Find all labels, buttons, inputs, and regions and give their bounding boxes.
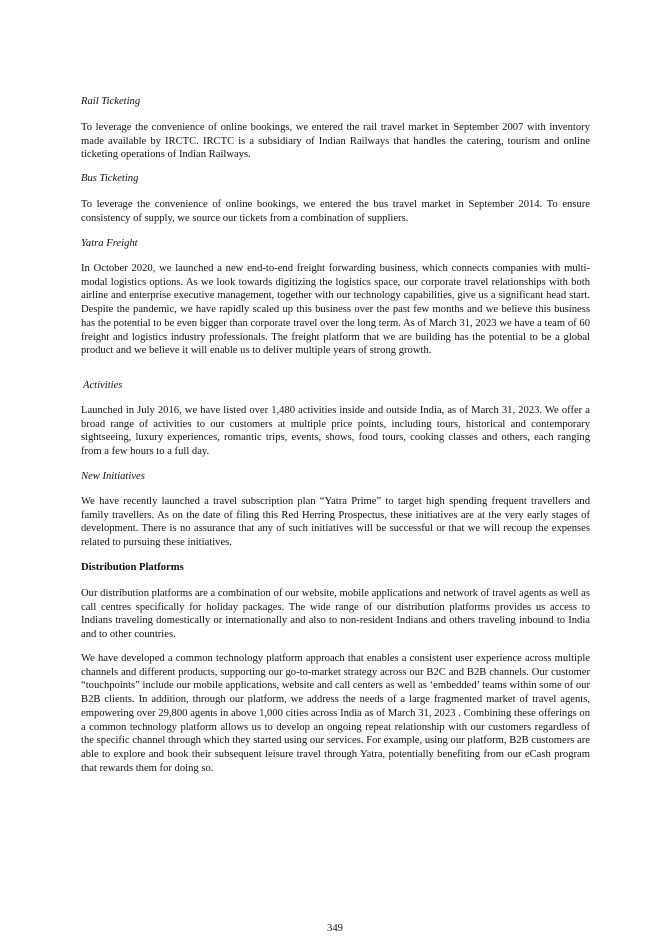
heading-bus-ticketing: Bus Ticketing: [81, 173, 139, 184]
paragraph-rail-ticketing: To leverage the convenience of online bookings, we entered the rail travel market in September 2007 with inventory made available by IRCTC. IRCTC is a subsidiary of Indian Railways that handles the catering, tourism and online ticketing operations of Indian Railways.: [81, 122, 590, 161]
heading-yatra-freight: Yatra Freight: [81, 238, 138, 249]
heading-distribution-platforms: Distribution Platforms: [81, 562, 184, 573]
paragraph-activities: Launched in July 2016, we have listed over 1,480 activities inside and outside India, as of March 31, 2023. We offer a broad range of activities to our customers at multiple price points, including tours, historical and contemporary sightseeing, luxury experiences, romantic trips, events, shows, food tours, cooking classes and others, each ranging from a few hours to a full day.: [81, 405, 590, 458]
paragraph-yatra-freight: In October 2020, we launched a new end-to-end freight forwarding business, which connects companies with multi-modal logistics options. As we look towards digitizing the logistics space, our corporate travel relationships with both airline and enterprise executive management, together with our technology capabilities, give us a significant head start. Despite the pandemic, we have rapidly scaled up this business over the past few months and we believe this business has the potential to be even bigger than corporate travel over the long term. As of March 31, 2023 we have a team of 60 freight and logistics industry professionals. The freight platform that we are building has the potential to be a global product and we believe it will enable us to deliver multiple years of strong growth.: [81, 263, 590, 357]
paragraph-new-initiatives: We have recently launched a travel subscription plan “Yatra Prime” to target high spending frequent travellers and family travellers. As on the date of filing this Red Herring Prospectus, these initiatives are at the very early stages of development. There is no assurance that any of such initiatives will be successful or that we will recoup the expenses related to pursuing these initiatives.: [81, 496, 590, 549]
paragraph-bus-ticketing: To leverage the convenience of online bookings, we entered the bus travel market in September 2014. To ensure consistency of supply, we source our tickets from a combination of suppliers.: [81, 199, 590, 224]
heading-activities: Activities: [83, 380, 123, 391]
paragraph-distribution-2: We have developed a common technology platform approach that enables a consistent user experience across multiple channels and different products, supporting our go-to-market strategy across our B2C and B2B channels. Our customer “touchpoints” include our mobile applications, website and call centers as well as ‘embedded’ teams within some of our B2B clients. In addition, through our platform, we address the needs of a large fragmented market of travel agents, empowering over 29,800 agents in above 1,000 cities across India as of March 31, 2023 . Combining these offerings on a common technology platform allows us to develop an ongoing repeat relationship with our customers regardless of the specific channel through which they started using our services. For example, using our platform, B2B customers are able to explore and book their subsequent leisure travel through Yatra, potentially benefiting from our eCash program that rewards them for doing so.: [81, 653, 590, 774]
paragraph-distribution-1: Our distribution platforms are a combination of our website, mobile applications and network of travel agents as well as call centres specifically for holiday packages. The wide range of our distribution platforms provides us access to Indians traveling domestically or internationally and also to non-resident Indians and others traveling inbound to India and to other countries.: [81, 588, 590, 641]
heading-rail-ticketing: Rail Ticketing: [81, 96, 141, 107]
page-number: 349: [327, 923, 343, 934]
heading-new-initiatives: New Initiatives: [81, 471, 145, 482]
